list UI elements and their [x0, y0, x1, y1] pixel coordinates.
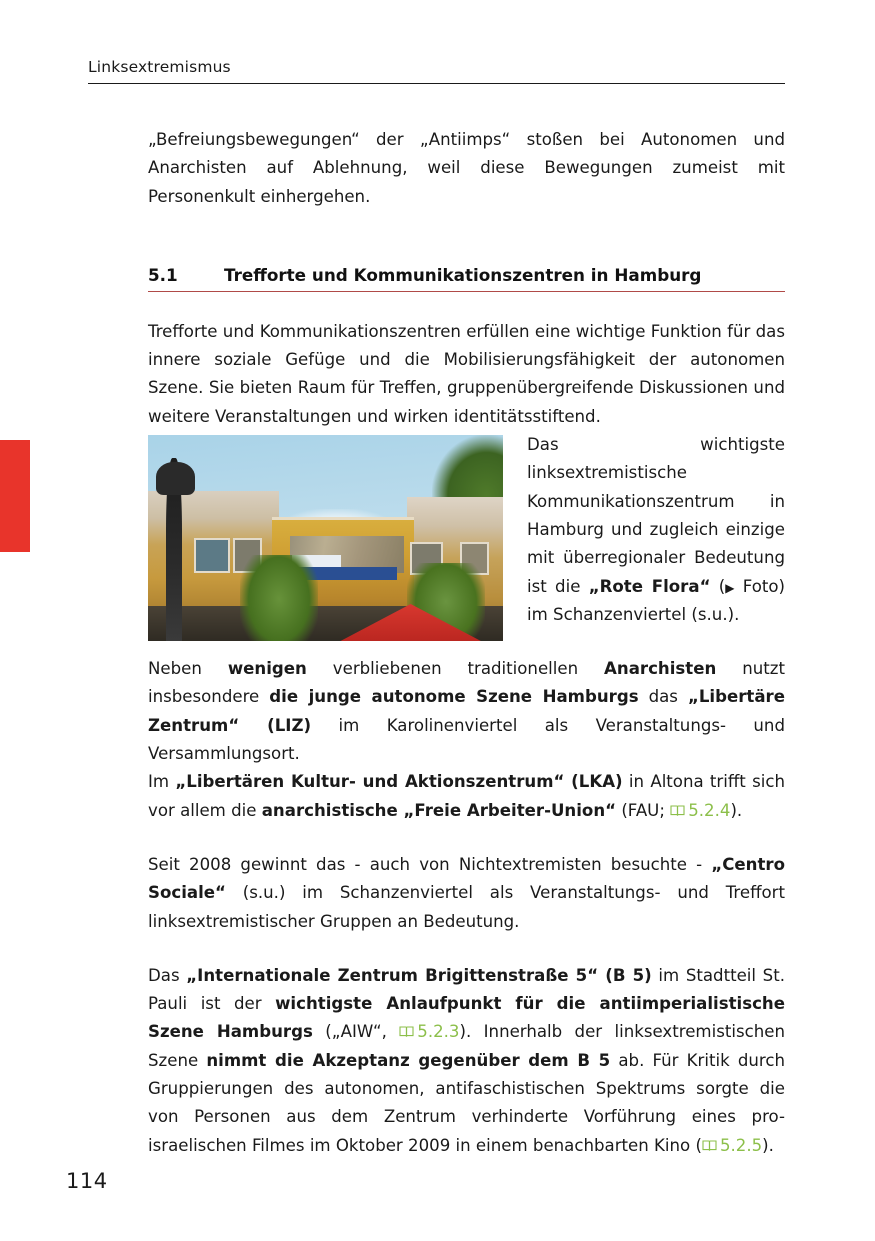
paragraph-liz: [148, 655, 785, 768]
page-number: 114: [66, 1169, 108, 1193]
cross-reference-525[interactable]: [702, 1136, 762, 1155]
p3-text-d: Foto) im Schanzenviertel (s.u.).: [527, 576, 786, 624]
p5-lka-bold: „Libertären Kultur- und Aktionszentrum“ (LKA): [175, 772, 623, 792]
chapter-color-tab: [0, 440, 30, 552]
p5-text-a: Im: [148, 772, 176, 792]
p7-text-f: ). Innerhalb der linksextremistischen Szene: [148, 1022, 785, 1070]
p7-text-a: Das: [148, 965, 187, 985]
running-head-text: Linksextremismus: [88, 58, 231, 76]
photo-window-a: [194, 538, 230, 573]
p4-text-i: im Karolinenviertel als Veranstaltungs- und Versammlungsort.: [148, 715, 785, 764]
p7-akzeptanz-bold: nimmt die Akzeptanz gegenüber dem B 5: [206, 1050, 611, 1070]
p7-text-i: ).: [762, 1135, 774, 1155]
text-column: [148, 126, 785, 1160]
p3-text-c: (: [710, 576, 726, 596]
p4-text-e: nutzt insbesondere: [148, 659, 786, 707]
book-icon: [670, 804, 685, 817]
p4-liz-bold: „Libertäre Zentrum“ (LIZ): [148, 687, 785, 735]
p7-anlaufpunkt-bold: wichtigste Anlaufpunkt für die antiimperialistische Szene Hamburgs: [148, 994, 785, 1042]
p5-text-c: in Altona trifft sich vor allem die: [148, 772, 785, 820]
p4-szene-bold: die junge autonome Szene Hamburgs: [269, 687, 639, 707]
cross-reference-525-label: 5.2.5: [719, 1135, 763, 1155]
figure-rote-flora-photo: [148, 435, 503, 641]
running-head: [88, 58, 785, 84]
paragraph-b5: [148, 962, 785, 1160]
paragraph-lka: [148, 768, 785, 825]
photo-tree-center: [240, 555, 318, 642]
p7-text-h: ab. Für Kritik durch Gruppierungen des autonomen, antifaschistischen Spektrums sorgte die von Personen aus dem Zentrum verhinderte Vorführung eines pro-israelischen Filmes im Oktober 2009 in einem benachbarten Kino (: [148, 1050, 786, 1155]
p4-anarchisten-bold: Anarchisten: [604, 659, 717, 679]
cross-reference-524[interactable]: [670, 801, 730, 820]
section-heading: [148, 265, 785, 292]
p6-centro-bold: „Centro Sociale“: [148, 854, 785, 903]
section-title: Trefforte und Kommunikationszentren in Hamburg: [224, 264, 702, 285]
cross-reference-524-label: 5.2.4: [688, 800, 731, 820]
section-number: 5.1: [148, 264, 178, 285]
p3-rote-flora-bold: „Rote Flora“: [588, 576, 711, 596]
book-icon: [702, 1139, 717, 1152]
p5-text-f: ).: [730, 800, 743, 820]
p4-text-g: das: [638, 687, 688, 707]
cross-reference-523[interactable]: [399, 1022, 459, 1041]
p7-text-c: im Stadtteil St. Pauli ist der: [148, 965, 785, 1014]
paragraph-intro: „Befreiungsbewegungen“ der „Antiimps“ stoßen bei Autonomen und Anarchisten auf Ablehnung, weil diese Bewegungen zumeist mit Personenkult einhergehen.: [148, 130, 785, 206]
p4-text-c: verbliebenen traditionellen: [306, 659, 605, 679]
p7-b5-bold: „Internationale Zentrum Brigittenstraße 5“ (B 5): [186, 965, 652, 985]
p5-text-e: (FAU;: [616, 800, 671, 820]
p4-wenigen-bold: wenigen: [227, 659, 307, 679]
running-head-rule: [88, 83, 785, 84]
photo-lamp-head: [156, 462, 195, 495]
p6-text-a: Seit 2008 gewinnt das - auch von Nichtextremisten besuchte -: [148, 854, 712, 874]
cross-reference-523-label: 5.2.3: [417, 1022, 460, 1042]
p7-text-e: („AIW“,: [312, 1022, 400, 1042]
paragraph-centro-sociale: [148, 851, 785, 936]
p3-text-a: Das wichtigste linksextremistische Kommunikationszentrum in Hamburg und zugleich einzige mit überregionaler Bedeutung ist die: [527, 435, 785, 596]
book-icon: [399, 1025, 414, 1038]
p4-text-a: Neben: [148, 659, 228, 679]
p6-text-c: (s.u.) im Schanzenviertel als Veranstaltungs- und Treffort linksextremistischer Gruppen an Bedeutung.: [148, 883, 785, 931]
play-triangle-icon: ▶: [725, 580, 735, 595]
p5-fau-bold: anarchistische „Freie Arbeiter-Union“: [261, 800, 617, 820]
paragraph-function: Trefforte und Kommunikationszentren erfüllen eine wichtige Funktion für das innere soziale Gefüge und die Mobilisierungsfähigkeit der autonomen Szene. Sie bieten Raum für Treffen, gruppenübergreifende Diskussionen und weitere Veranstaltungen und wirken identitätsstiftend.: [148, 321, 785, 426]
